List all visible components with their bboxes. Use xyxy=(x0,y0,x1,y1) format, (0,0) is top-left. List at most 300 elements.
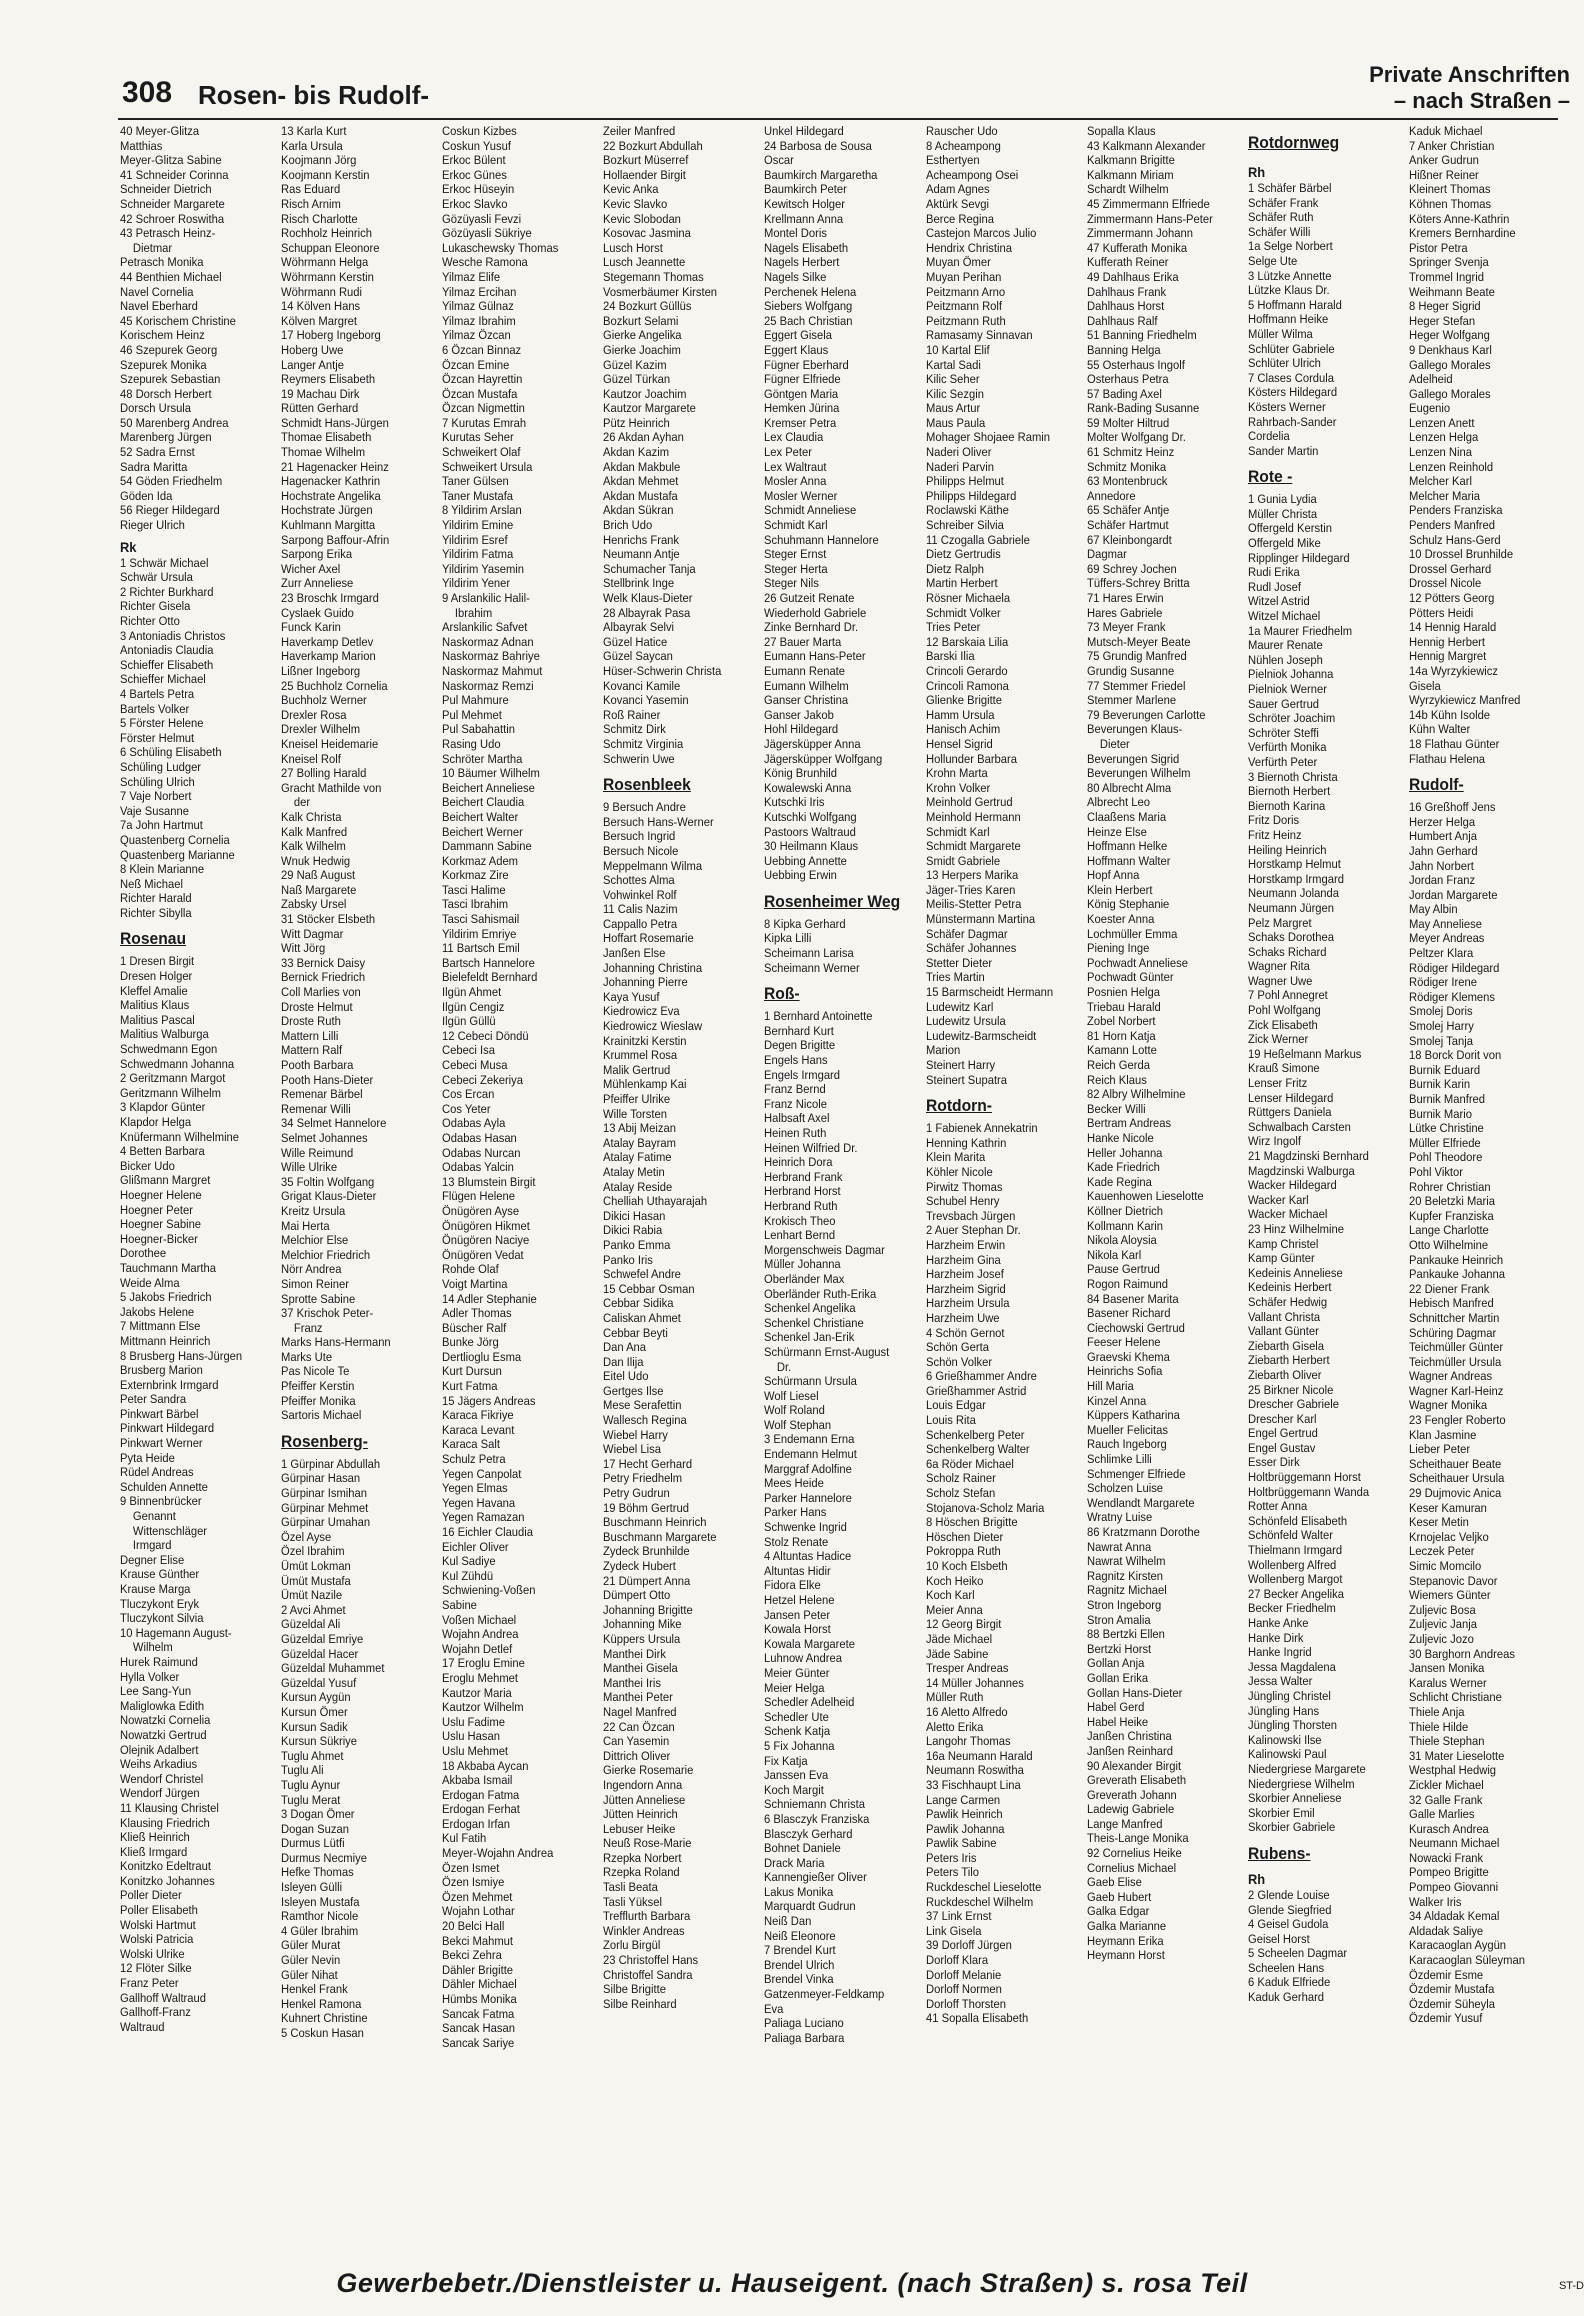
resident-entry: Wagner Uwe xyxy=(1247,973,1313,988)
resident-entry: Jessa Walter xyxy=(1247,1674,1313,1689)
resident-entry: Rödiger Klemens xyxy=(1408,989,1495,1004)
resident-entry: Ümüt Nazile xyxy=(281,1588,343,1603)
resident-entry: Drack Maria xyxy=(764,1855,825,1870)
resident-entry: Cos Ercan xyxy=(442,1087,495,1102)
resident-entry: Schenkel Christiane xyxy=(764,1315,865,1330)
resident-entry: Yegen Elmas xyxy=(442,1481,508,1496)
resident-entry: Steinert Supatra xyxy=(925,1072,1007,1087)
resident-entry: Hanke Anke xyxy=(1247,1616,1309,1630)
resident-entry: Louis Edgar xyxy=(925,1398,986,1413)
resident-entry: Feeser Helene xyxy=(1086,1335,1161,1350)
resident-entry: Hanke Ingrid xyxy=(1247,1645,1312,1660)
resident-entry: Rüttgers Daniela xyxy=(1247,1105,1332,1120)
resident-entry: 29 Naß August xyxy=(281,868,356,883)
resident-entry: Thiele Hilde xyxy=(1408,1719,1469,1734)
resident-entry: Nühlen Joseph xyxy=(1247,652,1323,667)
resident-entry: Lochmüller Emma xyxy=(1086,926,1178,941)
resident-entry: Manthei Peter xyxy=(603,1690,674,1705)
resident-entry: Dr. xyxy=(777,1359,792,1374)
resident-entry: Gürpinar Ismihan xyxy=(281,1486,368,1501)
resident-entry: 8 Yildirim Arslan xyxy=(442,503,522,518)
resident-entry: Atalay Reside xyxy=(603,1179,673,1194)
resident-entry: Luhnow Andrea xyxy=(764,1651,843,1666)
resident-entry: Eichler Oliver xyxy=(442,1539,509,1554)
resident-entry: Pawlik Johanna xyxy=(925,1821,1005,1836)
resident-entry: Biernoth Karina xyxy=(1247,798,1326,813)
resident-entry: der xyxy=(293,795,311,810)
resident-entry: Henkel Ramona xyxy=(281,1996,362,2011)
resident-entry: Cappallo Petra xyxy=(603,916,678,931)
resident-entry: Keser Kamuran xyxy=(1408,1500,1487,1515)
resident-entry: 1 Bernhard Antoinette xyxy=(764,1009,873,1024)
resident-entry: Hoffart Rosemarie xyxy=(603,931,695,946)
resident-entry: Witt Dagmar xyxy=(281,926,344,941)
resident-entry: Antoniadis Claudia xyxy=(120,643,214,658)
resident-entry: Kinzel Anna xyxy=(1086,1393,1146,1408)
resident-entry: Weihmann Beate xyxy=(1408,284,1495,299)
resident-entry: Odabas Hasan xyxy=(442,1130,518,1145)
resident-entry: Naskormaz Remzi xyxy=(442,678,534,693)
resident-entry: 27 Becker Angelika xyxy=(1247,1586,1344,1601)
resident-entry: 23 Hinz Wilhelmine xyxy=(1247,1221,1344,1236)
resident-entry: Schönfeld Walter xyxy=(1247,1528,1333,1543)
resident-entry: Hümbs Monika xyxy=(442,1992,517,2006)
resident-entry: Karacaoglan Aygün xyxy=(1408,1938,1506,1953)
resident-entry: Roclawski Käthe xyxy=(925,503,1009,518)
resident-entry: Molter Wolfgang Dr. xyxy=(1086,430,1186,445)
resident-entry: Hennig Margret xyxy=(1408,649,1487,664)
resident-entry: Kamann Lotte xyxy=(1086,1043,1157,1058)
resident-entry: 20 Beletzki Maria xyxy=(1408,1194,1495,1209)
resident-entry: Neumann Jolanda xyxy=(1247,886,1339,901)
resident-entry: Silbe Brigitte xyxy=(603,1982,667,1997)
resident-entry: Risch Arnim xyxy=(281,196,341,211)
resident-entry: Pul Mehmet xyxy=(442,707,503,722)
resident-entry: 39 Dorloff Jürgen xyxy=(925,1938,1012,1953)
resident-entry: Pompeo Brigitte xyxy=(1408,1865,1489,1880)
resident-entry: Hoffmann Helke xyxy=(1086,839,1167,854)
resident-entry: Schröter Martha xyxy=(442,751,523,766)
resident-entry: Yegen Ramazan xyxy=(442,1510,525,1525)
resident-entry: 25 Buchholz Cornelia xyxy=(281,678,388,693)
street-heading: Rosenberg- xyxy=(281,1431,369,1451)
resident-entry: Schüling Ludger xyxy=(120,759,202,774)
resident-entry: Thomae Elisabeth xyxy=(281,430,372,445)
resident-entry: Zinke Bernhard Dr. xyxy=(764,620,859,635)
resident-entry: Kurt Fatma xyxy=(442,1379,498,1394)
resident-entry: Bartsch Hannelore xyxy=(442,955,536,970)
resident-entry: Dorloff Thorsten xyxy=(925,1996,1006,2011)
resident-entry: Drossel Gerhard xyxy=(1408,561,1492,576)
resident-entry: Galka Edgar xyxy=(1086,1904,1149,1919)
resident-entry: Lenzen Reinhold xyxy=(1408,459,1494,474)
resident-entry: 17 Eroglu Emine xyxy=(442,1656,526,1671)
resident-entry: Jordan Margarete xyxy=(1408,887,1498,902)
resident-entry: Cebbar Sidika xyxy=(603,1296,674,1311)
resident-entry: Drexler Wilhelm xyxy=(281,722,361,737)
resident-entry: Risch Charlotte xyxy=(281,211,358,226)
resident-entry: Fix Katja xyxy=(764,1753,809,1768)
resident-entry: Harzheim Sigrid xyxy=(925,1281,1006,1296)
resident-entry: Jahn Gerhard xyxy=(1408,843,1478,858)
resident-entry: Dogan Suzan xyxy=(281,1821,350,1836)
resident-entry: Köters Anne-Kathrin xyxy=(1408,211,1510,226)
resident-entry: Krohn Volker xyxy=(925,780,990,795)
directory-column xyxy=(926,124,1078,2246)
resident-entry: 19 Böhm Gertrud xyxy=(603,1500,690,1515)
resident-entry: Buschmann Heinrich xyxy=(603,1515,707,1530)
resident-entry: Posnien Helga xyxy=(1086,985,1160,1000)
resident-entry: Hagenacker Kathrin xyxy=(281,474,381,489)
resident-entry: Reich Gerda xyxy=(1086,1058,1150,1072)
resident-entry: Cebeci Zekeriya xyxy=(442,1072,524,1087)
resident-entry: Annedore xyxy=(1086,488,1136,503)
resident-entry: Schön Gerta xyxy=(925,1340,989,1355)
resident-entry: Neiß Eleonore xyxy=(764,1928,837,1943)
resident-entry: Glißmann Margret xyxy=(120,1173,211,1188)
resident-entry: Kade Friedrich xyxy=(1086,1160,1160,1175)
resident-entry: Schenkel Angelika xyxy=(764,1301,857,1316)
resident-entry: Rohde Olaf xyxy=(442,1262,499,1277)
resident-entry: Wyrzykiewicz Manfred xyxy=(1408,693,1521,708)
resident-entry: Erkoc Günes xyxy=(442,167,508,182)
resident-entry: Johanning Pierre xyxy=(603,975,689,990)
resident-entry: Gallhoff-Franz xyxy=(120,2005,191,2020)
resident-entry: Lex Peter xyxy=(764,445,813,460)
resident-entry: 1 Schäfer Bärbel xyxy=(1247,181,1332,195)
resident-entry: Siebers Wolfgang xyxy=(764,299,853,314)
resident-entry: 1 Schwär Michael xyxy=(120,555,209,570)
resident-entry: Jäger-Tries Karen xyxy=(925,882,1015,897)
resident-entry: Schäfer Dagmar xyxy=(925,926,1008,941)
resident-entry: Hanke Dirk xyxy=(1247,1630,1304,1645)
resident-entry: Link Gisela xyxy=(925,1923,982,1938)
resident-entry: Acheampong Osei xyxy=(925,167,1018,182)
resident-entry: Hanke Nicole xyxy=(1086,1130,1154,1145)
resident-entry: Navel Cornelia xyxy=(120,284,194,299)
resident-entry: Akdan Kazim xyxy=(603,445,670,460)
resident-entry: Crincoli Ramona xyxy=(925,678,1009,693)
resident-entry: 65 Schäfer Antje xyxy=(1086,503,1169,518)
resident-entry: Pul Sabahattin xyxy=(442,722,516,737)
resident-entry: Özdemir Mustafa xyxy=(1408,1982,1495,1997)
resident-entry: Lenzen Anett xyxy=(1408,415,1475,430)
resident-entry: Flügen Helene xyxy=(442,1189,516,1204)
resident-entry: Eumann Hans-Peter xyxy=(764,649,867,664)
resident-entry: Bersuch Nicole xyxy=(603,843,679,858)
resident-entry: 21 Magdzinski Bernhard xyxy=(1247,1149,1369,1163)
resident-entry: Pochwadt Günter xyxy=(1086,970,1174,985)
resident-entry: Gallego Morales xyxy=(1408,357,1491,372)
resident-entry: Wagner Karl-Heinz xyxy=(1408,1383,1504,1398)
resident-entry: Pawlik Heinrich xyxy=(925,1807,1003,1822)
resident-entry: Schäfer Johannes xyxy=(925,941,1016,956)
resident-entry: Drexler Rosa xyxy=(281,707,347,722)
resident-entry: 4 Schön Gernot xyxy=(925,1325,1005,1340)
resident-entry: 14 Adler Stephanie xyxy=(442,1291,537,1306)
resident-entry: 9 Arslankilic Halil- xyxy=(442,591,531,605)
resident-entry: Dietz Ralph xyxy=(925,561,984,576)
resident-entry: Knüfermann Wilhelmine xyxy=(120,1129,240,1144)
resident-entry: Geisel Horst xyxy=(1247,1931,1310,1946)
resident-entry: 11 Calis Nazim xyxy=(603,902,678,917)
resident-entry: Richter Sibylla xyxy=(120,905,192,920)
resident-entry: Kließ Irmgard xyxy=(120,1844,188,1859)
resident-entry: Schieffer Michael xyxy=(120,672,206,687)
resident-entry: 19 Heßelmann Markus xyxy=(1247,1046,1362,1061)
resident-entry: Oberländer Max xyxy=(764,1271,845,1286)
resident-entry: Ruckdeschel Wilhelm xyxy=(925,1894,1033,1909)
resident-entry: Parker Hannelore xyxy=(764,1490,853,1505)
resident-entry: Kevic Slavko xyxy=(603,196,668,211)
resident-entry: 14 Müller Johannes xyxy=(925,1675,1024,1690)
resident-entry: Höschen Dieter xyxy=(925,1529,1003,1544)
resident-entry: 1a Selge Norbert xyxy=(1247,239,1333,254)
resident-entry: Schuhmann Hannelore xyxy=(764,532,880,547)
resident-entry: Lex Claudia xyxy=(764,430,824,445)
resident-entry: Louis Rita xyxy=(925,1413,976,1428)
resident-entry: Wolski Patricia xyxy=(120,1932,194,1947)
resident-entry: Olejnik Adalbert xyxy=(120,1742,199,1757)
resident-entry: Cornelius Michael xyxy=(1086,1860,1176,1875)
resident-entry: 12 Cebeci Döndü xyxy=(442,1028,529,1043)
resident-entry: Habel Heike xyxy=(1086,1714,1148,1729)
resident-entry: Pinkwart Bärbel xyxy=(120,1406,199,1421)
resident-entry: Drescher Gabriele xyxy=(1247,1397,1339,1412)
resident-entry: Smolej Doris xyxy=(1408,1004,1473,1019)
resident-entry: Pompeo Giovanni xyxy=(1408,1880,1499,1895)
resident-entry: Köhnen Thomas xyxy=(1408,196,1491,211)
resident-entry: Harzheim Uwe xyxy=(925,1310,1000,1325)
resident-entry: Fidora Elke xyxy=(764,1578,822,1593)
resident-entry: Grigat Klaus-Dieter xyxy=(281,1189,377,1204)
resident-entry: Dahlhaus Ralf xyxy=(1086,313,1158,328)
resident-entry: Haverkamp Marion xyxy=(281,649,376,664)
resident-entry: Rochholz Heinrich xyxy=(281,226,373,241)
resident-entry: Martin Herbert xyxy=(925,576,998,591)
resident-entry: 2 Geritzmann Margot xyxy=(120,1071,226,1086)
resident-entry: Herbrand Ruth xyxy=(764,1198,838,1213)
resident-entry: Meyer Andreas xyxy=(1408,931,1485,946)
resident-entry: Peitzmann Rolf xyxy=(925,299,1002,314)
resident-entry: Schweikert Ursula xyxy=(442,459,533,474)
resident-entry: Unkel Hildegard xyxy=(764,124,845,138)
resident-entry: 22 Diener Frank xyxy=(1408,1281,1490,1296)
resident-entry: Wiederhold Gabriele xyxy=(764,605,867,620)
resident-entry: Schmitz Monika xyxy=(1086,459,1166,474)
resident-entry: Lenhart Bernd xyxy=(764,1228,836,1243)
resident-entry: Wollenberg Alfred xyxy=(1247,1557,1337,1572)
resident-entry: Pohl Wolfgang xyxy=(1247,1003,1321,1018)
resident-entry: 55 Osterhaus Ingolf xyxy=(1086,357,1185,372)
resident-entry: 73 Meyer Frank xyxy=(1086,620,1166,635)
resident-entry: Bicker Udo xyxy=(120,1158,175,1173)
resident-entry: Schedler Adelheid xyxy=(764,1695,855,1710)
resident-entry: Panko Iris xyxy=(603,1252,654,1267)
directory-column xyxy=(120,124,272,2246)
resident-entry: Schürmann Ernst-August xyxy=(764,1344,890,1359)
resident-entry: Stellbrink Inge xyxy=(603,576,675,591)
resident-entry: Maurer Renate xyxy=(1247,638,1323,653)
resident-entry: Gallego Morales xyxy=(1408,386,1491,401)
resident-entry: Schürmann Ursula xyxy=(764,1374,858,1389)
resident-entry: Pawlik Sabine xyxy=(925,1836,996,1851)
resident-entry: Wiemers Günter xyxy=(1408,1588,1491,1603)
resident-entry: Wojahn Lothar xyxy=(442,1904,515,1919)
resident-entry: Rauch Ingeborg xyxy=(1086,1437,1167,1452)
resident-entry: Schäfer Hartmut xyxy=(1086,518,1169,533)
directory-column xyxy=(603,124,755,2246)
resident-entry: 22 Bozkurt Abdullah xyxy=(603,138,704,153)
resident-entry: Glende Siegfried xyxy=(1247,1902,1332,1917)
resident-entry: Schwefel Andre xyxy=(603,1267,682,1282)
resident-entry: Kleinert Thomas xyxy=(1408,182,1491,197)
resident-entry: Schuppan Eleonore xyxy=(281,240,380,255)
resident-entry: Ras Eduard xyxy=(281,182,341,197)
resident-entry: 48 Dorsch Herbert xyxy=(120,386,212,401)
resident-entry: Özel Ayse xyxy=(281,1529,332,1544)
resident-entry: Akdan Makbule xyxy=(603,459,681,474)
directory-column xyxy=(281,124,433,2246)
resident-entry: Hylla Volker xyxy=(120,1669,180,1684)
resident-entry: 12 Barskaia Lilia xyxy=(925,634,1008,649)
resident-entry: Mutsch-Meyer Beate xyxy=(1086,634,1191,649)
resident-entry: Schmitz Virginia xyxy=(603,736,684,751)
resident-entry: Beverungen Sigrid xyxy=(1086,751,1179,766)
resident-entry: Pooth Barbara xyxy=(281,1058,354,1072)
resident-entry: Schäfer Frank xyxy=(1247,195,1319,210)
resident-entry: 30 Heilmann Klaus xyxy=(764,839,859,854)
resident-entry: Paliaga Luciano xyxy=(764,2016,845,2031)
resident-entry: Franz xyxy=(293,1320,323,1335)
resident-entry: Hensel Sigrid xyxy=(925,736,993,751)
resident-entry: Triebau Harald xyxy=(1086,999,1161,1014)
resident-entry: Skorbier Gabriele xyxy=(1247,1820,1336,1835)
resident-entry: Güzeldal Emriye xyxy=(281,1631,364,1646)
resident-entry: 24 Bozkurt Güllüs xyxy=(603,299,692,314)
resident-entry: 3 Endemann Erna xyxy=(764,1432,855,1447)
resident-entry: 45 Korischem Christine xyxy=(120,313,236,328)
resident-entry: Theis-Lange Monika xyxy=(1086,1831,1189,1846)
resident-entry: Dertlioglu Esma xyxy=(442,1349,522,1364)
resident-entry: Dikici Hasan xyxy=(603,1208,666,1223)
resident-entry: Biernoth Herbert xyxy=(1247,784,1331,799)
resident-entry: Eitel Udo xyxy=(603,1369,649,1384)
resident-entry: Brusberg Marion xyxy=(120,1363,203,1378)
resident-entry: 4 Bartels Petra xyxy=(120,686,195,701)
resident-entry: Schüring Dagmar xyxy=(1408,1325,1497,1340)
resident-entry: Kneisel Heidemarie xyxy=(281,736,379,751)
resident-entry: Wendorf Christel xyxy=(120,1771,204,1786)
resident-entry: Nowatzki Gertrud xyxy=(120,1727,207,1742)
resident-entry: Klein Herbert xyxy=(1086,882,1153,897)
resident-entry: Isleyen Mustafa xyxy=(281,1894,360,1909)
resident-entry: Naderi Oliver xyxy=(925,445,991,460)
resident-entry: Kamp Christel xyxy=(1247,1236,1319,1251)
resident-entry: Neumann Roswitha xyxy=(925,1763,1024,1778)
resident-entry: Coll Marlies von xyxy=(281,985,361,1000)
resident-entry: Schumacher Tanja xyxy=(603,561,696,576)
resident-entry: 3 Lützke Annette xyxy=(1247,268,1332,283)
resident-entry: 11 Czogalla Gabriele xyxy=(925,532,1030,547)
resident-entry: 9 Bersuch Andre xyxy=(603,800,687,815)
resident-entry: Schäfer Hedwig xyxy=(1247,1294,1327,1309)
resident-entry: Mohager Shojaee Ramin xyxy=(925,430,1050,445)
resident-entry: Hill Maria xyxy=(1086,1379,1134,1394)
resident-entry: Dorloff Normen xyxy=(925,1982,1002,1997)
resident-entry: Hopf Anna xyxy=(1086,868,1140,883)
resident-entry: 1a Maurer Friedhelm xyxy=(1247,623,1352,638)
resident-entry: Pielniok Johanna xyxy=(1247,667,1334,682)
resident-entry: Schlicht Christiane xyxy=(1408,1690,1502,1705)
resident-entry: Henning Kathrin xyxy=(925,1135,1006,1150)
resident-entry: Sprotte Sabine xyxy=(281,1291,356,1306)
resident-entry: Zimmermann Johann xyxy=(1086,226,1193,241)
resident-entry: Hennig Herbert xyxy=(1408,634,1485,649)
resident-entry: Akdan Sükran xyxy=(603,503,674,518)
resident-entry: Navel Eberhard xyxy=(120,299,198,314)
resident-entry: Koch Heiko xyxy=(925,1573,983,1588)
resident-entry: Brendel Ulrich xyxy=(764,1957,835,1972)
resident-entry: Yildirim Fatma xyxy=(442,547,514,562)
resident-entry: Nagels Silke xyxy=(764,269,827,284)
resident-entry: Ciechowski Gertrud xyxy=(1086,1320,1185,1335)
resident-entry: 80 Albrecht Alma xyxy=(1086,780,1171,795)
resident-entry: Ziebarth Oliver xyxy=(1247,1367,1322,1382)
resident-entry: Simic Momcilo xyxy=(1408,1559,1482,1573)
resident-entry: Wendlandt Margarete xyxy=(1086,1495,1195,1510)
resident-entry: Odabas Nurcan xyxy=(442,1145,521,1160)
resident-entry: Kremser Petra xyxy=(764,415,837,430)
resident-entry: Zuljevic Janja xyxy=(1408,1617,1477,1632)
resident-entry: Verfürth Peter xyxy=(1247,754,1317,769)
resident-entry: Welk Klaus-Dieter xyxy=(603,591,693,605)
resident-entry: Rudi Erika xyxy=(1247,565,1300,580)
resident-entry: 21 Dümpert Anna xyxy=(603,1573,691,1588)
resident-entry: Kautzor Margarete xyxy=(603,401,697,416)
resident-entry: Kipka Lilli xyxy=(764,931,812,946)
resident-entry: Schlüter Gabriele xyxy=(1247,341,1335,356)
resident-entry: Kaduk Gerhard xyxy=(1247,1990,1324,2005)
resident-entry: Taner Mustafa xyxy=(442,488,514,503)
resident-entry: Poller Elisabeth xyxy=(120,1903,198,1918)
resident-entry: Glienke Brigitte xyxy=(925,693,1002,708)
resident-entry: Franz Bernd xyxy=(764,1082,827,1097)
resident-entry: Peitzmann Arno xyxy=(925,284,1005,299)
resident-entry: Heinze Else xyxy=(1086,824,1147,839)
resident-entry: Leczek Peter xyxy=(1408,1544,1475,1559)
resident-entry: Vosmerbäumer Kirsten xyxy=(603,284,718,299)
district-code: Rh xyxy=(1247,1870,1265,1887)
resident-entry: Schniemann Christa xyxy=(764,1797,866,1812)
resident-entry: Meyer-Glitza Sabine xyxy=(120,153,222,168)
district-code: Rh xyxy=(1247,164,1265,180)
resident-entry: 8 Heger Sigrid xyxy=(1408,299,1481,314)
resident-entry: Grießhammer Astrid xyxy=(925,1383,1026,1398)
resident-entry: Odabas Ayla xyxy=(442,1116,506,1131)
page-number: 308 xyxy=(122,76,173,109)
resident-entry: Oscar xyxy=(764,153,795,168)
resident-entry: Steger Herta xyxy=(764,561,829,576)
resident-entry: Bozkurt Müserref xyxy=(603,153,689,168)
resident-entry: Scholzen Luise xyxy=(1086,1481,1163,1496)
resident-entry: Beverungen Klaus- xyxy=(1086,722,1183,737)
resident-entry: 5 Scheelen Dagmar xyxy=(1247,1946,1347,1961)
resident-entry: Smolej Tanja xyxy=(1408,1033,1473,1048)
resident-entry: 22 Can Özcan xyxy=(603,1719,676,1734)
resident-entry: Lee Sang-Yun xyxy=(120,1684,192,1699)
resident-entry: Kuhnert Christine xyxy=(281,2011,368,2026)
